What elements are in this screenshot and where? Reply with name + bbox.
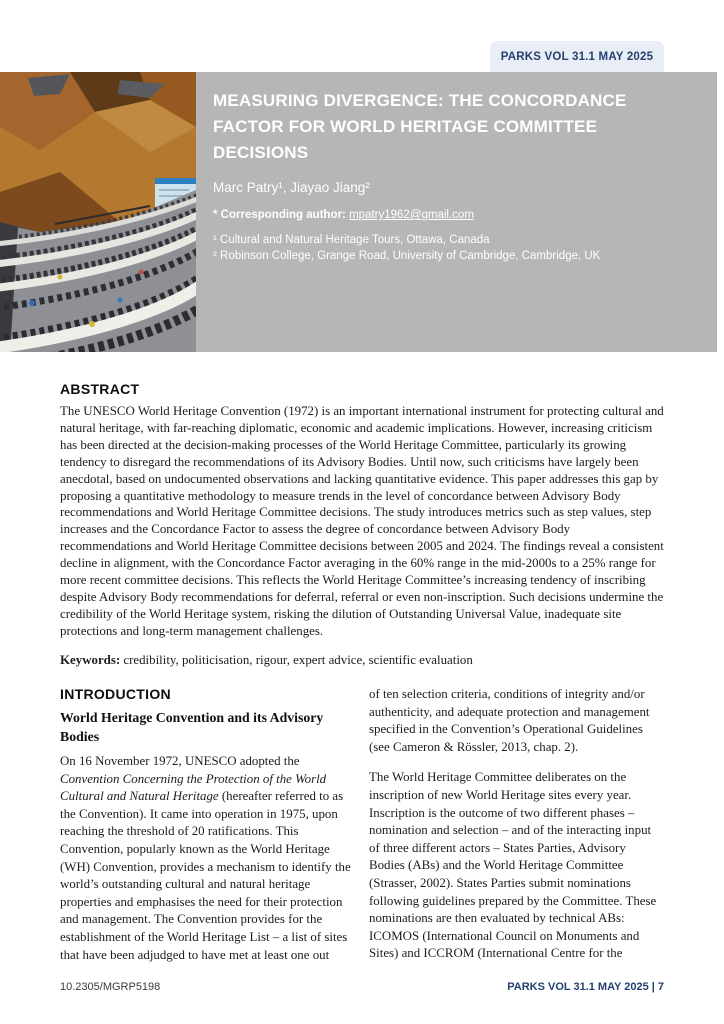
article-title: MEASURING DIVERGENCE: THE CONCORDANCE FACTOR FOR WORLD HERITAGE COMMITTEE DECISIONS [213, 91, 627, 162]
authors-line: Marc Patry¹, Jiayao Jiang² [213, 180, 370, 195]
intro-paragraph-1-post: (hereafter referred to as the Convention). It came into operation in 1975, upon reaching the threshold of 20 ratifications. This Convention, popularly known as the World Heritage (WH) Convention, provides a mechanism to identify the world’s outstanding cultural and natural heritage properties and emphasises the need for their protection and management. The Convention provides for the establishment of the World Heritage List – a list of sites that have been adjudged to have met at least one out [60, 789, 351, 962]
abstract-section [60, 381, 664, 668]
intro-paragraph-2: of ten selection criteria, conditions of integrity and/or authenticity, and adequate protection and management specified in the Convention’s Operational Guidelines (see Cameron & Rössler, 2013, chap. 2). [369, 687, 650, 754]
page-footer [60, 981, 664, 993]
article-header [0, 72, 717, 352]
corresponding-author-note [213, 209, 693, 221]
affiliation-1: ¹ Cultural and Natural Heritage Tours, Ottawa, Canada [213, 234, 490, 246]
intro-paragraph-3: The World Heritage Committee deliberates on the inscription of new World Heritage sites every year. Inscription is the outcome of two different phases – nomination and selection – and of the interacting input of three different actors – States Parties, Advisory Bodies (ABs) and the World Heritage Committee (Strasser, 2002). States Parties submit nominations following guidelines prepared by the Committee. These nominations are then evaluated by technical ABs: ICOMOS (International Council on Monuments and Sites) and ICCROM (International Centre for the [369, 770, 657, 961]
conference-hall-photo-graphic [0, 72, 196, 352]
corresponding-author-email-link[interactable]: mpatry1962@gmail.com [349, 209, 474, 221]
footer-doi: 10.2305/MGRP5198 [60, 981, 161, 993]
footer-issue-page-number: PARKS VOL 31.1 MAY 2025 | 7 [507, 981, 664, 993]
keywords-list: credibility, politicisation, rigour, expert advice, scientific evaluation [120, 652, 473, 667]
convention-title-italic: Convention Concerning the Protection of the World Cultural and Natural Heritage [60, 771, 327, 804]
journal-issue-badge [490, 41, 664, 72]
intro-column-right [369, 686, 664, 964]
abstract-text: The UNESCO World Heritage Convention (1972) is an important international instrument for protecting cultural and natural heritage, with far-reaching diplomatic, economic and academic implications. However, increasing criticism has been directed at the decision-making processes of the World Heritage Committee, particularly its growing tendency to disregard the recommendations of its Advisory Bodies. Until now, such criticisms have largely been anecdotal, based on undocumented observations and lacking quantitative evidence. This paper addresses this gap by proposing a quantitative methodology to measure trends in the level of concordance between Advisory Body recommendations and World Heritage Committee decisions. The study introduces metrics such as step values, step increases and the Concordance Factor to assess the degree of concordance between Advisory Body recommendations and World Heritage Committee decisions between 2005 and 2024. The findings reveal a consistent decline in alignment, with the Concordance Factor averaging in the 60% range in the mid-2000s to a 25% range for more recent committee decisions. This reflects the World Heritage Committee’s increasing tendency of inscribing despite Advisory Body recommendations for deferral, referral or even non-inscription. Such decisions undermine the credibility of the World Heritage system, risking the dilution of Outstanding Universal Value, inadequate site protections and long-term management challenges. [60, 404, 664, 638]
intro-paragraph-1-pre: On 16 November 1972, UNESCO adopted the [60, 754, 300, 768]
intro-column-left [60, 686, 355, 964]
introduction-section [60, 686, 664, 964]
keywords-label: Keywords: [60, 652, 121, 667]
introduction-subheading: World Heritage Convention and its Advisory Bodies [60, 710, 324, 744]
affiliations [213, 232, 693, 264]
intro-paragraph-1 [60, 753, 355, 964]
conference-hall-photo [0, 72, 196, 352]
abstract-heading: ABSTRACT [60, 381, 140, 397]
journal-issue-badge-label: PARKS VOL 31.1 MAY 2025 [500, 50, 654, 63]
affiliation-2: ² Robinson College, Grange Road, University of Cambridge, Cambridge, UK [213, 250, 601, 262]
title-panel [196, 72, 717, 352]
introduction-heading: INTRODUCTION [60, 686, 171, 702]
keywords-line [60, 653, 664, 668]
corresponding-author-label: * Corresponding author: [213, 209, 350, 221]
